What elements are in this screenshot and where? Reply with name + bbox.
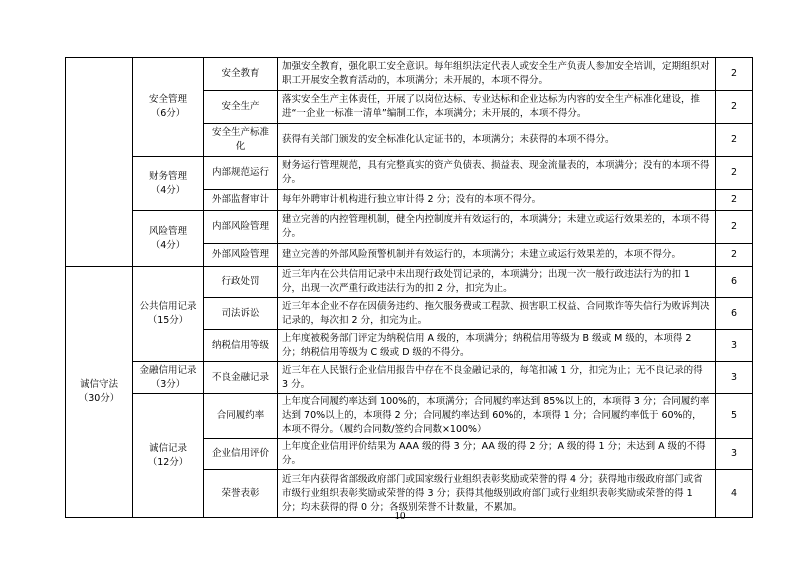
group-cell: [133, 58, 204, 157]
table-row: [66, 362, 753, 394]
group-cell: [133, 211, 204, 267]
item-name: 企业信用评价: [204, 439, 278, 470]
group-score: （4分）: [150, 184, 186, 196]
group-score: （15分）: [147, 315, 189, 326]
group-score: （4分）: [150, 239, 186, 251]
item-score: 2: [716, 211, 753, 244]
item-name: 行政处罚: [204, 267, 278, 298]
item-score: 2: [716, 58, 753, 91]
item-criteria: 财务运行管理规范，具有完整真实的资产负债表、损益表、现金流量表的，本项满分；没有的本项不得分。: [278, 157, 716, 190]
item-score: 3: [716, 330, 753, 362]
item-score: 5: [716, 394, 753, 439]
group-name: 金融信用记录: [139, 364, 197, 376]
item-criteria: 落实安全生产主体责任，开展了以岗位达标、专业达标和企业达标为内容的安全生产标准化建设，推进“一企业一标准一清单”编制工作，本项满分；未开展的，本项不得分。: [278, 91, 716, 124]
item-score: 2: [716, 157, 753, 190]
group-score: （3分）: [150, 378, 186, 390]
item-score: 2: [716, 91, 753, 124]
item-criteria: 上年度合同履约率达到 100%的，本项满分；合同履约率达到 85%以上的，本项得 3 分；合同履约率达到 70%以上的，本项得 2 分；合同履约率达到 60%的，本项得 1 分；合同履约率低于 60%的，本项不得分。（履约合同数/签约合同数×100%）: [278, 394, 716, 439]
item-score: 2: [716, 244, 753, 267]
group-name: 财务管理: [148, 170, 187, 182]
item-score: 2: [716, 190, 753, 211]
category-cell: [66, 267, 133, 518]
group-score: （12分）: [147, 456, 189, 468]
group-name: 风险管理: [148, 225, 187, 237]
item-criteria: 加强安全教育，强化职工安全意识。每年组织法定代表人或安全生产负责人参加安全培训，定期组织对职工开展安全教育活动的，本项满分；未开展的，本项不得分。: [278, 58, 716, 91]
item-criteria: 近三年在人民银行企业信用报告中存在不良金融记录的，每笔扣减 1 分，扣完为止；无不良记录的得 3 分。: [278, 362, 716, 394]
item-criteria: 上年度被税务部门评定为纳税信用 A 级的，本项满分；纳税信用等级为 B 级或 M 级的，本项得 2 分；纳税信用等级为 C 级或 D 级的不得分。: [278, 330, 716, 362]
page-number: 10: [394, 510, 406, 522]
item-name: 外部风险管理: [204, 244, 278, 267]
group-score: （6分）: [150, 108, 186, 119]
item-name: 荣誉表彰: [204, 470, 278, 518]
item-name: 司法诉讼: [204, 298, 278, 330]
item-criteria: 近三年本企业不存在因债务违约、拖欠服务费或工程款、损害职工权益、合同欺诈等失信行为败诉判决记录的，每次扣 2 分，扣完为止。: [278, 298, 716, 330]
group-name: 安全管理: [148, 94, 187, 105]
table-row: [66, 58, 753, 91]
category-cell-blank: [66, 58, 133, 267]
item-criteria: 建立完善的内控管理机制，健全内控制度并有效运行的，本项满分；未建立或运行效果差的，本项不得分。: [278, 211, 716, 244]
item-name: 纳税信用等级: [204, 330, 278, 362]
group-cell: [133, 362, 204, 394]
item-name: 安全生产: [204, 91, 278, 124]
item-criteria: 近三年内在公共信用记录中未出现行政处罚记录的，本项满分；出现一次一般行政违法行为的扣 1 分，出现一次严重行政违法行为的扣 2 分，扣完为止。: [278, 267, 716, 298]
item-name: 不良金融记录: [204, 362, 278, 394]
group-cell: [133, 157, 204, 211]
item-name: 外部监督审计: [204, 190, 278, 211]
table-row: [66, 394, 753, 439]
item-criteria: 建立完善的外部风险预警机制并有效运行的，本项满分；未建立或运行效果差的，本项不得分。: [278, 244, 716, 267]
item-score: 2: [716, 124, 753, 157]
table-row: [66, 157, 753, 190]
table-row: [66, 211, 753, 244]
group-name: 诚信记录: [148, 442, 187, 454]
item-name: 安全教育: [204, 58, 278, 91]
group-cell: [133, 267, 204, 362]
item-criteria: 近三年内获得省部级政府部门或国家级行业组织表彰奖励或荣誉的得 4 分；获得地市级政府部门或省市级行业组织表彰奖励或荣誉的得 3 分；获得其他级别政府部门或行业组织表彰奖励或荣誉的得 1 分；均未获得的得 0 分；各级别荣誉不计数量，不累加。: [278, 470, 716, 518]
item-score: 6: [716, 298, 753, 330]
item-criteria: 每年外聘审计机构进行独立审计得 2 分；没有的本项不得分。: [278, 190, 716, 211]
table-row: [66, 267, 753, 298]
item-score: 3: [716, 439, 753, 470]
category-score: （30分）: [78, 393, 120, 404]
item-score: 3: [716, 362, 753, 394]
item-criteria: 上年度企业信用评价结果为 AAA 级的得 3 分；AA 级的得 2 分；A 级的得 1 分；未达到 A 级的不得分。: [278, 439, 716, 470]
item-name: 内部规范运行: [204, 157, 278, 190]
item-criteria: 获得有关部门颁发的安全标准化认定证书的，本项满分；未获得的本项不得分。: [278, 124, 716, 157]
item-name: 合同履约率: [204, 394, 278, 439]
item-score: 6: [716, 267, 753, 298]
item-name: 安全生产标准化: [204, 124, 278, 157]
scoring-table: [65, 57, 753, 518]
item-score: 4: [716, 470, 753, 518]
category-name: 诚信守法: [79, 379, 118, 390]
group-name: 公共信用记录: [139, 301, 197, 312]
item-name: 内部风险管理: [204, 211, 278, 244]
group-cell: [133, 394, 204, 518]
